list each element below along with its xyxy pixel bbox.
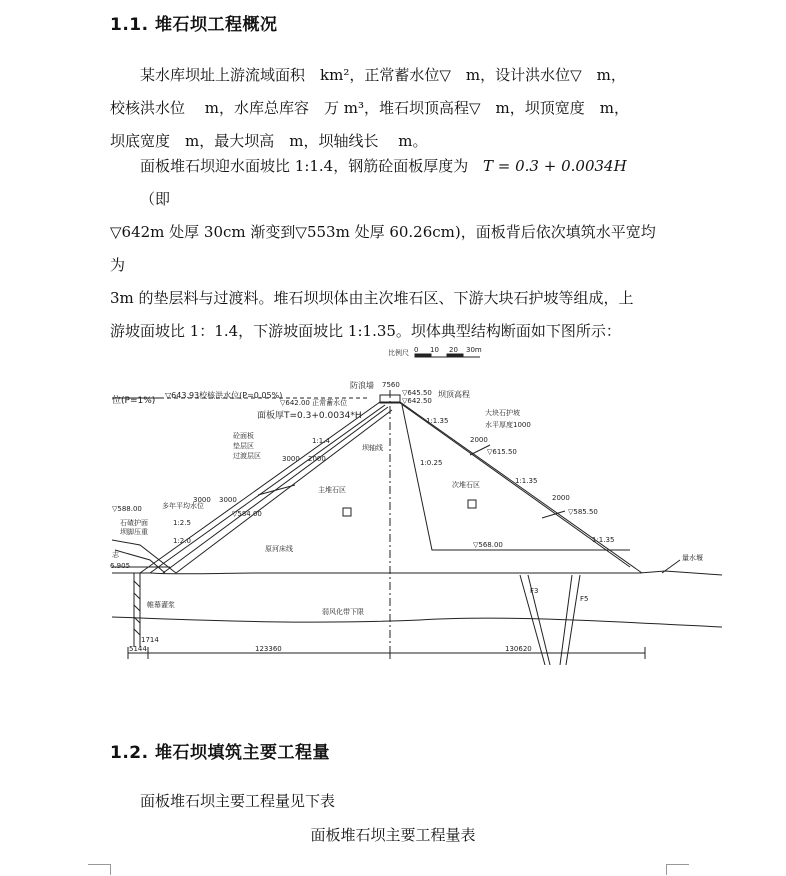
level-584-label: ▽584.00	[232, 510, 262, 518]
level-588-label: ▽588.00	[112, 505, 142, 513]
secondary-rock-label: 次堆石区	[452, 481, 480, 489]
paragraph-line: 坝底宽度 m，最大坝高 m，坝轴线长 m。	[110, 132, 428, 150]
paragraph-line: 面板堆石坝主要工程量见下表	[140, 792, 336, 810]
crest-level-label: ▽645.50	[402, 389, 432, 397]
dim-5144-label: 5144	[129, 645, 147, 653]
weathering-label: 弱风化带下限	[322, 608, 364, 616]
riverbed-label: 原河床线	[265, 545, 293, 553]
dim-2000b-label: 2000	[470, 436, 488, 444]
level-615-label: ▽615.50	[487, 448, 517, 456]
dam-cross-section-figure	[0, 335, 786, 665]
formula: T = 0.3 + 0.0034H	[483, 157, 627, 175]
axis-line-label: 坝轴线	[362, 444, 383, 452]
dim-2000-label: 2000	[308, 455, 326, 463]
dim-123360-label: 123360	[255, 645, 282, 653]
downstream-water-label: 量水堰	[682, 554, 703, 562]
paragraph-line: ▽642m 处厚 30cm 渐变到▽553m 处厚 60.26cm)，面板背后依次填筑水平宽均为	[110, 223, 656, 274]
left-cut-label: 志	[112, 551, 119, 559]
section-heading-1-2: 1.2. 堆石坝填筑主要工程量	[110, 743, 330, 763]
check-flood-level: ▽643.93校核洪水位(P=0.05%)	[165, 391, 283, 400]
face-slab-label: 砼面板	[233, 432, 254, 440]
slope-135c-label: 1:1.35	[592, 536, 615, 544]
crest-elevation-label: 坝顶高程	[438, 390, 470, 399]
paragraph-line: 3m 的垫层料与过渡料。堆石坝坝体由主次堆石区、下游大块石护坡等组成，上	[110, 289, 634, 307]
level-568-label: ▽568.00	[473, 541, 503, 549]
toe-weight-label: 坝脚压重	[120, 528, 148, 536]
riprap-label: 大块石护坡	[485, 409, 520, 417]
dim-3000b-label: 3000	[193, 496, 211, 504]
paragraph-text: 面板堆石坝迎水面坡比 1:1.4，钢筋砼面板厚度为	[140, 157, 469, 175]
dim-130620-label: 130620	[505, 645, 532, 653]
paragraph-overview	[110, 59, 670, 158]
toe-cover-label: 石碴护面	[120, 519, 148, 527]
crest-level-label-2: ▽642.50	[402, 397, 432, 405]
fault-f5-label: F5	[580, 595, 589, 603]
scale-tick: 20	[449, 346, 458, 354]
panel-thickness-label: 面板厚T=0.3+0.0034*H	[257, 411, 362, 421]
slope-135a-label: 1:1.35	[426, 417, 449, 425]
paragraph-line: 某水库坝址上游流域面积 km²，正常蓄水位▽ m，设计洪水位▽ m，	[140, 66, 626, 84]
slope-14-label: 1:1.4	[312, 437, 330, 445]
main-rock-label: 主堆石区	[318, 486, 346, 494]
paragraph-text: （即	[140, 190, 171, 208]
transition-label: 过渡层区	[233, 452, 261, 460]
slope-025-label: 1:0.25	[420, 459, 443, 467]
slope-20-label: 1:2.0	[173, 537, 191, 545]
dim-3000-label: 3000	[282, 455, 300, 463]
section-heading-1-1: 1.1. 堆石坝工程概况	[110, 15, 278, 35]
slope-135b-label: 1:1.35	[515, 477, 538, 485]
scale-tick: 10	[430, 346, 439, 354]
slope-25-label: 1:2.5	[173, 519, 191, 527]
paragraph-line: 游坡面坡比 1：1.4，下游坡面坡比 1:1.35。坝体典型结构断面如下图所示：	[110, 322, 621, 340]
riprap-thickness-label: 水平厚度1000	[485, 421, 531, 429]
table-caption: 面板堆石坝主要工程量表	[310, 826, 476, 844]
paragraph-line	[110, 150, 670, 216]
paragraph-dam-structure	[110, 150, 670, 348]
scale-tick: 0	[414, 346, 419, 354]
grout-curtain-label: 帷幕灌浆	[147, 601, 175, 609]
paragraph-line: 校核洪水位 m，水库总库容 万 m³，堆石坝顶高程▽ m，坝顶宽度 m，	[110, 99, 629, 117]
paragraph-quantity-intro	[110, 785, 670, 818]
page-corner-mark	[666, 864, 689, 875]
dim-1714-label: 1714	[141, 636, 159, 644]
level-585-label: ▽585.50	[568, 508, 598, 516]
scale-tick: 30m	[466, 346, 482, 354]
crest-width-label: 7560	[382, 381, 400, 389]
wave-wall-label: 防浪墙	[350, 381, 374, 390]
normal-level-label: ▽642.00 正常蓄水位	[280, 399, 348, 407]
scale-label: 比例尺	[388, 349, 409, 357]
cushion-label: 垫层区	[233, 442, 254, 450]
check-flood-label: 位(P=1%)	[112, 396, 156, 406]
level-6905-label: 6.905	[110, 562, 131, 570]
multi-year-label: 多年平均水位	[162, 502, 204, 510]
dim-2000c-label: 2000	[552, 494, 570, 502]
fault-f3-label: F3	[530, 587, 539, 595]
page-corner-mark	[88, 864, 111, 875]
dim-3000c-label: 3000	[219, 496, 237, 504]
